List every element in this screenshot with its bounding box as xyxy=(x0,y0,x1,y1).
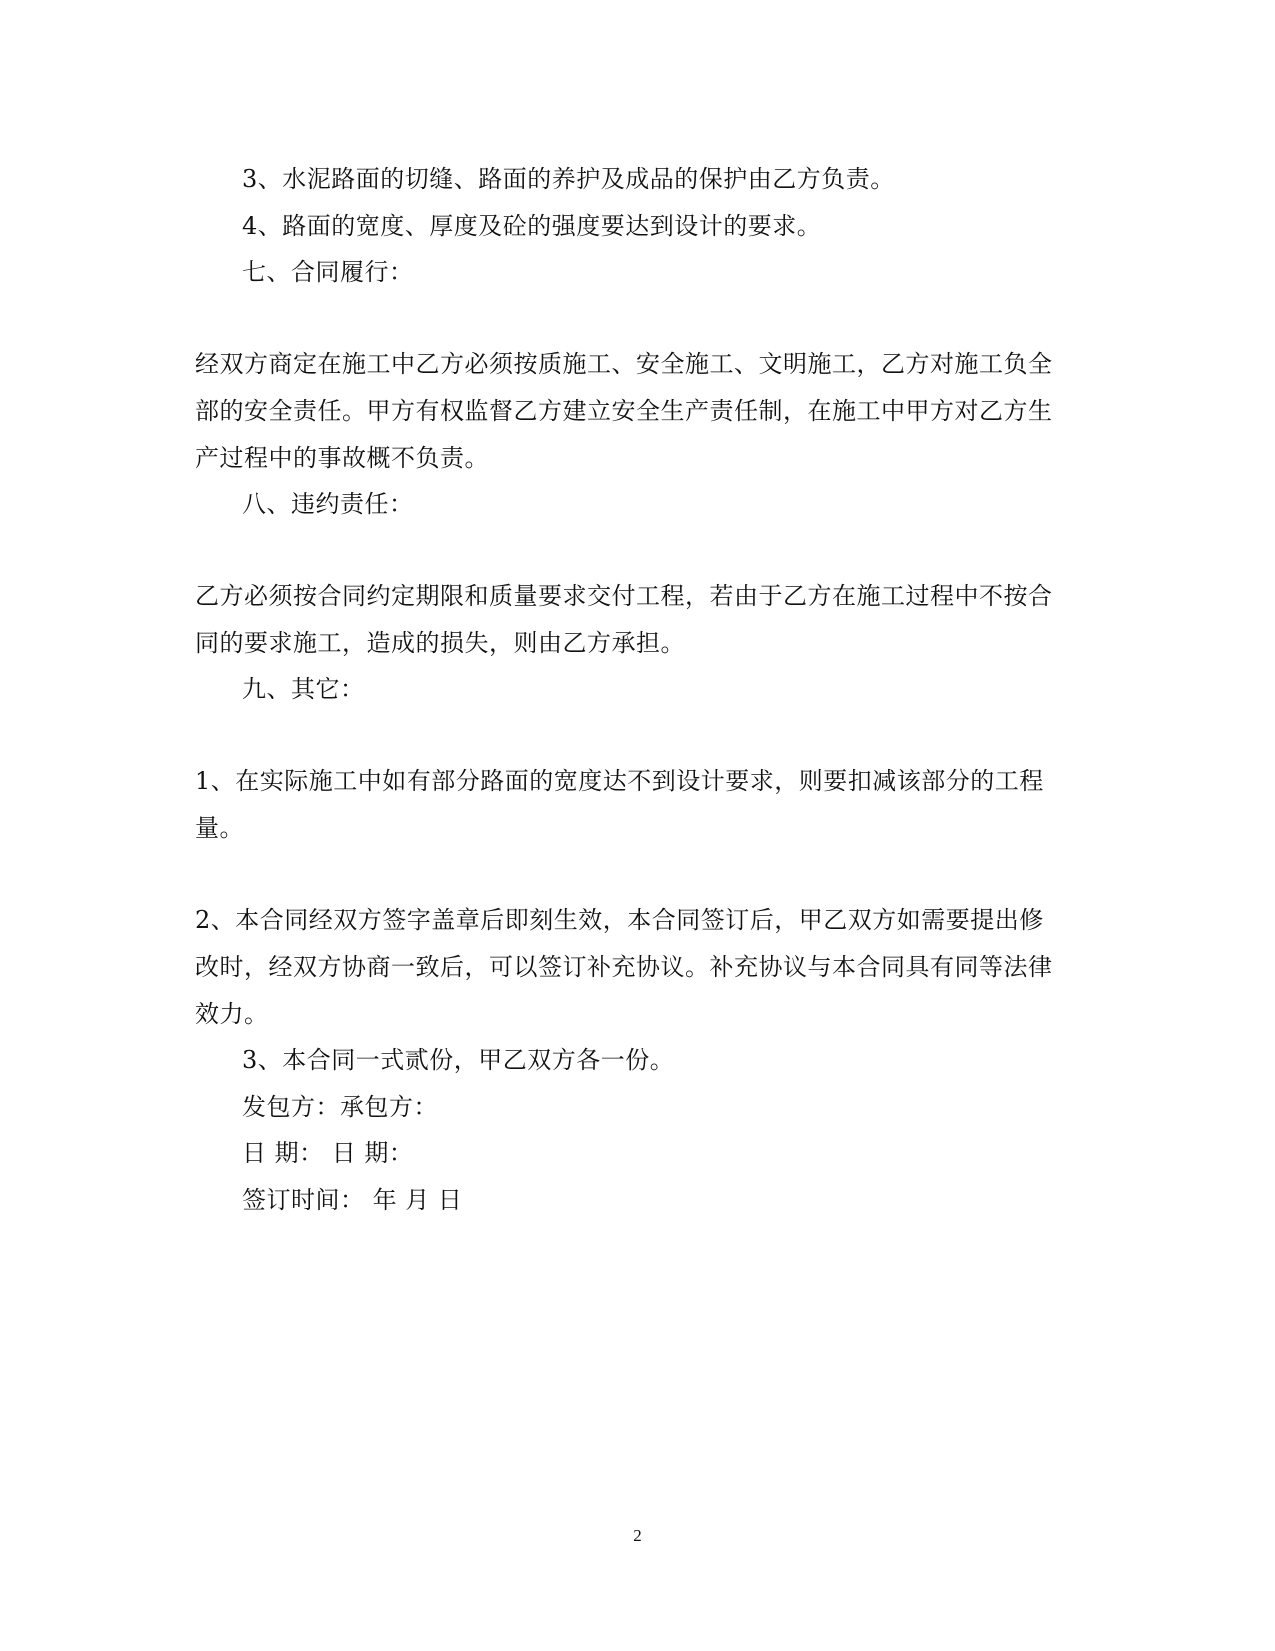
signature-parties: 发包方：承包方： xyxy=(242,1093,438,1121)
paragraph-line: 部的安全责任。甲方有权监督乙方建立安全生产责任制，在施工中甲方对乙方生 xyxy=(195,397,1053,425)
paragraph-line: 改时，经双方协商一致后，可以签订补充协议。补充协议与本合同具有同等法律 xyxy=(195,953,1053,981)
paragraph-line: 1、在实际施工中如有部分路面的宽度达不到设计要求，则要扣减该部分的工程 xyxy=(195,767,1044,795)
page-number: 2 xyxy=(633,1526,642,1545)
clause-line: 4、路面的宽度、厚度及砼的强度要达到设计的要求。 xyxy=(242,212,822,240)
paragraph-line: 经双方商定在施工中乙方必须按质施工、安全施工、文明施工，乙方对施工负全 xyxy=(195,350,1053,378)
paragraph-line: 效力。 xyxy=(195,1000,269,1028)
section-heading: 八、违约责任： xyxy=(242,490,414,518)
paragraph-line: 同的要求施工，造成的损失，则由乙方承担。 xyxy=(195,629,685,657)
paragraph-line: 量。 xyxy=(195,814,244,842)
clause-line: 3、本合同一式贰份，甲乙双方各一份。 xyxy=(242,1046,675,1074)
section-heading: 九、其它： xyxy=(242,675,365,703)
signature-dates: 日 期： 日 期： xyxy=(242,1139,414,1167)
signing-time: 签订时间： 年 月 日 xyxy=(242,1186,463,1214)
clause-line: 3、水泥路面的切缝、路面的养护及成品的保护由乙方负责。 xyxy=(242,165,895,193)
paragraph-line: 2、本合同经双方签字盖章后即刻生效，本合同签订后，甲乙双方如需要提出修 xyxy=(195,906,1044,934)
section-heading: 七、合同履行： xyxy=(242,258,414,286)
paragraph-line: 产过程中的事故概不负责。 xyxy=(195,444,489,472)
paragraph-line: 乙方必须按合同约定期限和质量要求交付工程，若由于乙方在施工过程中不按合 xyxy=(195,582,1053,610)
